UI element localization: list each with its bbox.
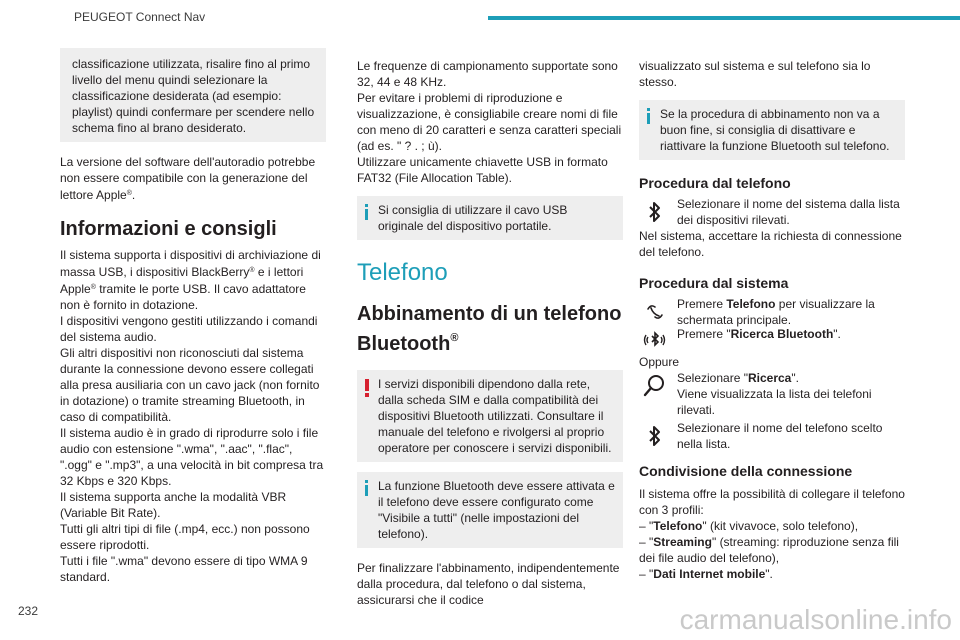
- page-number: 232: [18, 604, 39, 618]
- paragraph: Tutti i file ".wma" devono essere di tipo WMA 9 standard.: [60, 554, 308, 584]
- column-1: [60, 48, 326, 585]
- paragraph: Tutti gli altri tipi di file (.mp4, ecc.) non possono essere riprodotti.: [60, 522, 310, 552]
- section-heading: [357, 302, 623, 356]
- text: Premere ": [677, 327, 731, 341]
- step-text: Selezionare il nome del sistema dalla lista dei dispositivi rilevati.: [677, 197, 900, 227]
- info-icon: [365, 204, 368, 220]
- running-header: PEUGEOT Connect Nav: [74, 10, 206, 24]
- paragraph: Il sistema audio è in grado di riprodurre solo i file audio con estensione ".wma", ".aac", ".flac", ".ogg" e ".mp3", a una velocità in bit compresa tra 32 Kbps e 320 Kbps.: [60, 426, 324, 488]
- phone-handset-icon: [639, 296, 671, 328]
- paragraph: Il sistema supporta anche la modalità VBR (Variable Bit Rate).: [60, 490, 287, 520]
- header-accent-bar: [488, 16, 960, 20]
- list-item: [639, 518, 905, 534]
- list-item: [639, 534, 905, 566]
- column-3: [639, 58, 905, 582]
- note-text: Se la procedura di abbinamento non va a buon fine, si consiglia di disattivare e riattivare la funzione Bluetooth sul telefono.: [660, 107, 890, 153]
- bold-text: Ricerca Bluetooth: [730, 327, 834, 341]
- heading-text: Abbinamento di un telefono Bluetooth: [357, 303, 622, 355]
- search-icon: [639, 370, 671, 402]
- column-2: [357, 58, 623, 608]
- subheading: Condivisione della connessione: [639, 463, 853, 479]
- text: – ": [639, 567, 654, 581]
- paragraph: Per evitare i problemi di riproduzione e visualizzazione, è consigliabile creare nomi di file con meno di 20 caratteri e senza caratteri speciali (ad es. " ? . ; ù).: [357, 91, 622, 153]
- paragraph: visualizzato sul sistema e sul telefono sia lo stesso.: [639, 59, 871, 89]
- subheading: Procedura dal sistema: [639, 275, 789, 291]
- warning-note: [357, 370, 623, 462]
- paragraph: Il sistema offre la possibilità di collegare il telefono con 3 profili:: [639, 487, 905, 517]
- step-row: [639, 420, 905, 456]
- bluetooth-icon: [639, 196, 671, 228]
- note-text: classificazione utilizzata, risalire fino al primo livello del menu quindi selezionare la classificazione desiderata (ad esempio: playlist) quindi confermare per scendere nello schema fino al brano desiderato.: [72, 57, 315, 135]
- text: e i lettori Apple: [60, 265, 304, 296]
- info-note: [639, 100, 905, 160]
- superscript: ®: [126, 190, 132, 197]
- info-icon: [365, 480, 368, 496]
- note-text: I servizi disponibili dipendono dalla rete, dalla scheda SIM e dalla compatibilità dei dispositivi Bluetooth utilizzati. Consultare il manuale del telefono e rivolgersi al proprio operatore per conoscere i servizi disponibili.: [378, 377, 612, 455]
- paragraph: Per finalizzare l'abbinamento, indipendentemente dalla procedura, dal telefono o dal sistema, assicurarsi che il codice: [357, 561, 620, 607]
- paragraph: Nel sistema, accettare la richiesta di connessione del telefono.: [639, 229, 902, 259]
- text: Premere: [677, 297, 727, 311]
- text: Selezionare ": [677, 371, 748, 385]
- bold-text: Ricerca: [747, 371, 792, 385]
- text: " (kit vivavoce, solo telefono),: [702, 519, 859, 533]
- step-text: [677, 296, 905, 328]
- superscript: ®: [90, 284, 96, 291]
- warning-icon: [365, 379, 369, 395]
- text: tramite le porte USB. Il cavo adattatore non è fornito in dotazione.: [60, 282, 306, 312]
- paragraph: Oppure: [639, 355, 680, 369]
- text: ".: [765, 567, 773, 581]
- info-icon: [647, 108, 650, 124]
- bold-text: Telefono: [726, 297, 776, 311]
- info-note: [60, 48, 326, 142]
- subheading: Procedura dal telefono: [639, 175, 791, 191]
- superscript: ®: [450, 332, 459, 344]
- info-note: [357, 472, 623, 548]
- chapter-title: Telefono: [357, 259, 448, 286]
- paragraph: Le frequenze di campionamento supportate sono 32, 44 e 48 KHz.: [357, 59, 618, 89]
- paragraph: Gli altri dispositivi non riconosciuti dal sistema durante la connessione devono essere collegati alla presa ausiliaria con un cavo jack (non fornito in dotazione) o tramite streaming Bluetooth, in caso di compatibilità.: [60, 346, 320, 424]
- note-text: Si consiglia di utilizzare il cavo USB originale del dispositivo portatile.: [378, 203, 568, 233]
- bluetooth-search-icon: [639, 326, 671, 358]
- text: – ": [639, 535, 654, 549]
- step-text: [677, 326, 905, 342]
- text: – ": [639, 519, 654, 533]
- note-text: La funzione Bluetooth deve essere attivata e il telefono deve essere configurato come "Visibile a tutti" (nelle impostazioni del telefono).: [378, 479, 615, 541]
- superscript: ®: [249, 267, 255, 274]
- info-note: [357, 196, 623, 240]
- bluetooth-icon: [639, 420, 671, 452]
- step-row: [639, 326, 905, 362]
- text: La versione del software dell'autoradio potrebbe non essere compatibile con la generazione del lettore Apple: [60, 155, 316, 202]
- text: Il sistema supporta i dispositivi di archiviazione di massa USB, i dispositivi BlackBerry: [60, 248, 321, 279]
- bold-text: Telefono: [653, 519, 703, 533]
- text: .: [131, 188, 136, 202]
- text: per visualizzare la schermata principale.: [677, 297, 875, 327]
- step-row: [639, 196, 905, 232]
- text: " (streaming: riproduzione senza fili dei file audio del telefono),: [639, 535, 899, 565]
- paragraph: Utilizzare unicamente chiavette USB in formato FAT32 (File Allocation Table).: [357, 155, 608, 185]
- paragraph: I dispositivi vengono gestiti utilizzando i comandi del sistema audio.: [60, 314, 318, 344]
- list-item: [639, 566, 905, 582]
- text: ".: [833, 327, 841, 341]
- step-text: Selezionare il nome del telefono scelto nella lista.: [677, 421, 883, 451]
- section-heading: Informazioni e consigli: [60, 218, 277, 240]
- text: ".: [791, 371, 799, 385]
- paragraph: [60, 247, 326, 313]
- text: Viene visualizzata la lista dei telefoni rilevati.: [677, 387, 872, 417]
- watermark: carmanualsonline.info: [679, 604, 952, 635]
- paragraph: [60, 154, 326, 203]
- bold-text: Streaming: [653, 535, 712, 549]
- step-text: [677, 370, 905, 386]
- bold-text: Dati Internet mobile: [653, 567, 766, 581]
- step-row: [639, 370, 905, 400]
